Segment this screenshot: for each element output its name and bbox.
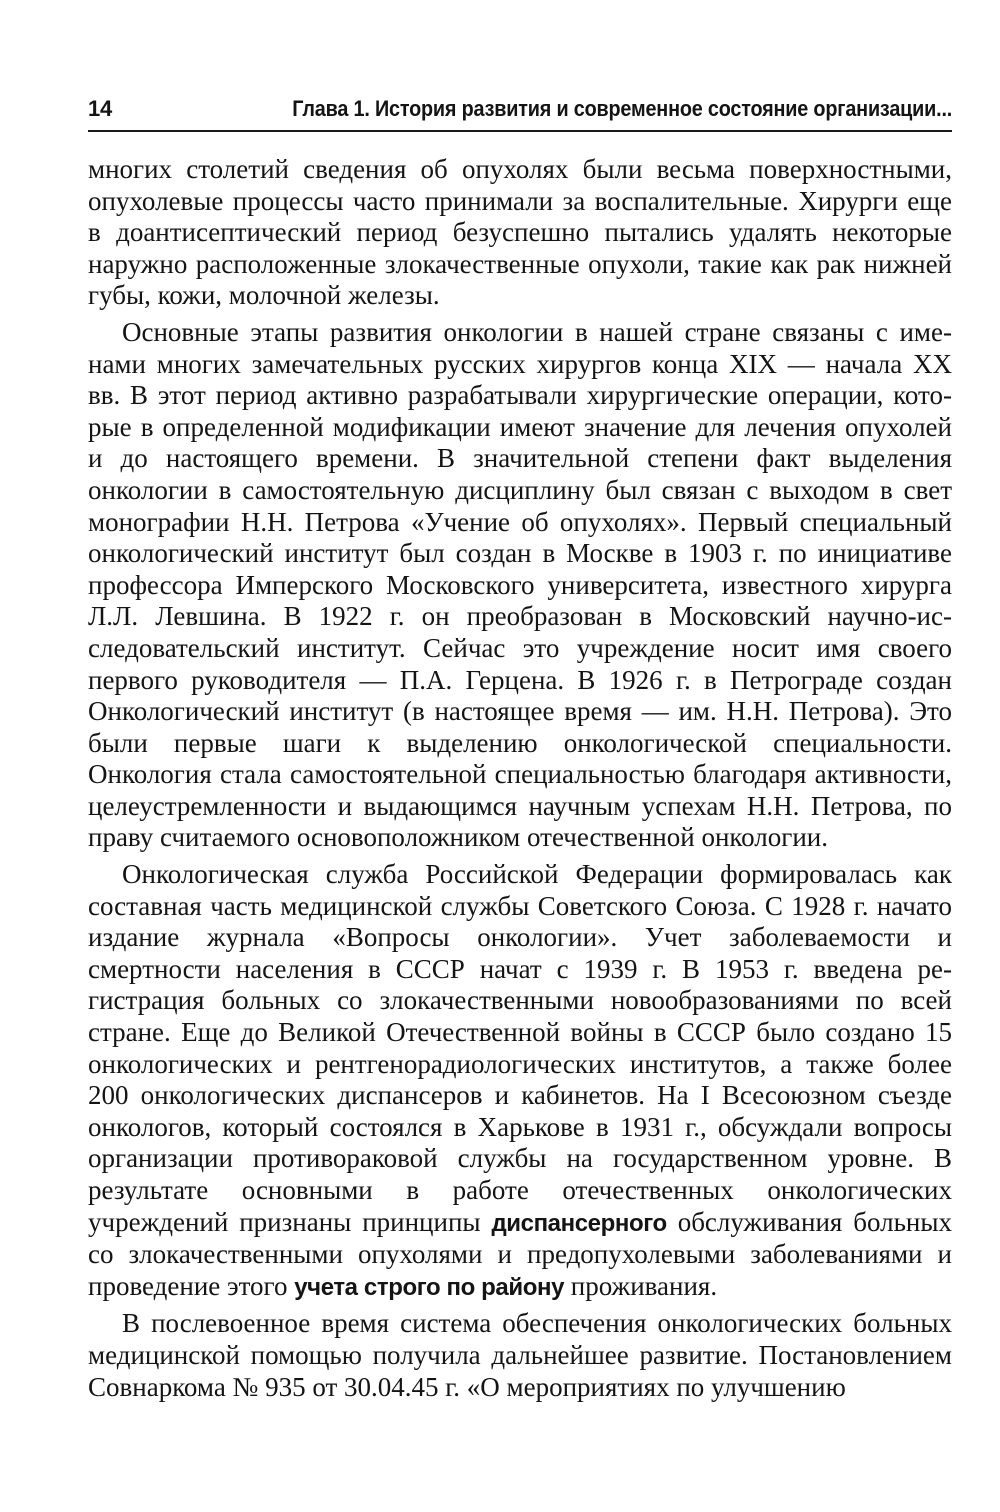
- paragraph-3-text-c: проживания.: [564, 1270, 718, 1301]
- paragraph-4: В послевоенное время система обеспечения онкологических больных медицинской помощью получила дальнейшее развитие. Постановлением Совнаркома № 935 от 30.04.45 г. «О мероприятиях по улучшению: [88, 1308, 952, 1402]
- emphasis-district-registration: учета строго по району: [294, 1273, 565, 1301]
- running-header: [88, 96, 952, 132]
- emphasis-dispensary: диспансерного: [491, 1209, 667, 1237]
- paragraph-2: Основные этапы развития онкологии в нашей стране связаны с именами многих замечательных русских хирургов конца XIX — начала XX вв. В этот период активно разрабатывали хирургические операции, которые в определенной модификации имеют значение для лечения опухолей и до настоящего времени. В значительной степени факт выделения онкологии в самостоятельную дисциплину был связан с выходом в свет монографии Н.Н. Петрова «Учение об опухолях». Первый специальный онкологический институт был создан в Москве в 1903 г. по инициативе профессора Имперского Московского университета, известного хирурга Л.Л. Левшина. В 1922 г. он преобразован в Московский научно-исследовательский институт. Сейчас это учреждение носит имя своего первого руководителя — П.А. Герцена. В 1926 г. в Петрограде создан Онкологический институт (в настоящее время — им. Н.Н. Петрова). Это были первые шаги к выделению онкологической специальности. Онкология стала самостоятельной специальностью благодаря активности, целеустремленности и выдающимся научным успехам Н.Н. Петрова, по праву считаемого основоположником отечественной онкологии.: [88, 316, 952, 853]
- page-number: 14: [88, 96, 113, 121]
- chapter-title: Глава 1. История развития и современное состояние организации...: [292, 96, 952, 121]
- paragraph-1: многих столетий сведения об опухолях были весьма поверхностными, опухолевые процессы часто принимали за воспалительные. Хирурги еще в доантисептический период безуспешно пытались удалять некоторые наружно расположенные злокачественные опухоли, такие как рак нижней губы, кожи, молочной железы.: [88, 154, 952, 311]
- paragraph-3-text-a: Онкологическая служба Российской Федерации формировалась как составная часть медицинской службы Советского Союза. С 1928 г. начато издание журнала «Вопросы онкологии». Учет заболеваемости и смертности населения в СССР начат с 1939 г. В 1953 г. введена регистрация больных со злокачественными новообразованиями по всей стране. Еще до Великой Отечественной войны в СССР было создано 15 онкологических и рентгенорадиологических институтов, а также более 200 онкологических диспансеров и кабинетов. На I Всесоюзном съезде онкологов, который состоялся в Харькове в 1931 г., обсуждали вопросы организации противораковой службы на государственном уровне. В результате основными в работе отечественных онкологических учреждений признаны принципы: [88, 859, 952, 1237]
- book-page: [88, 96, 952, 1408]
- paragraph-3: [88, 859, 952, 1303]
- body-text: [88, 154, 952, 1403]
- paragraph-3-text-b: обслуживания больных со злокачественными опухолями и предопухолевыми заболеваниями и проведение этого: [88, 1206, 952, 1301]
